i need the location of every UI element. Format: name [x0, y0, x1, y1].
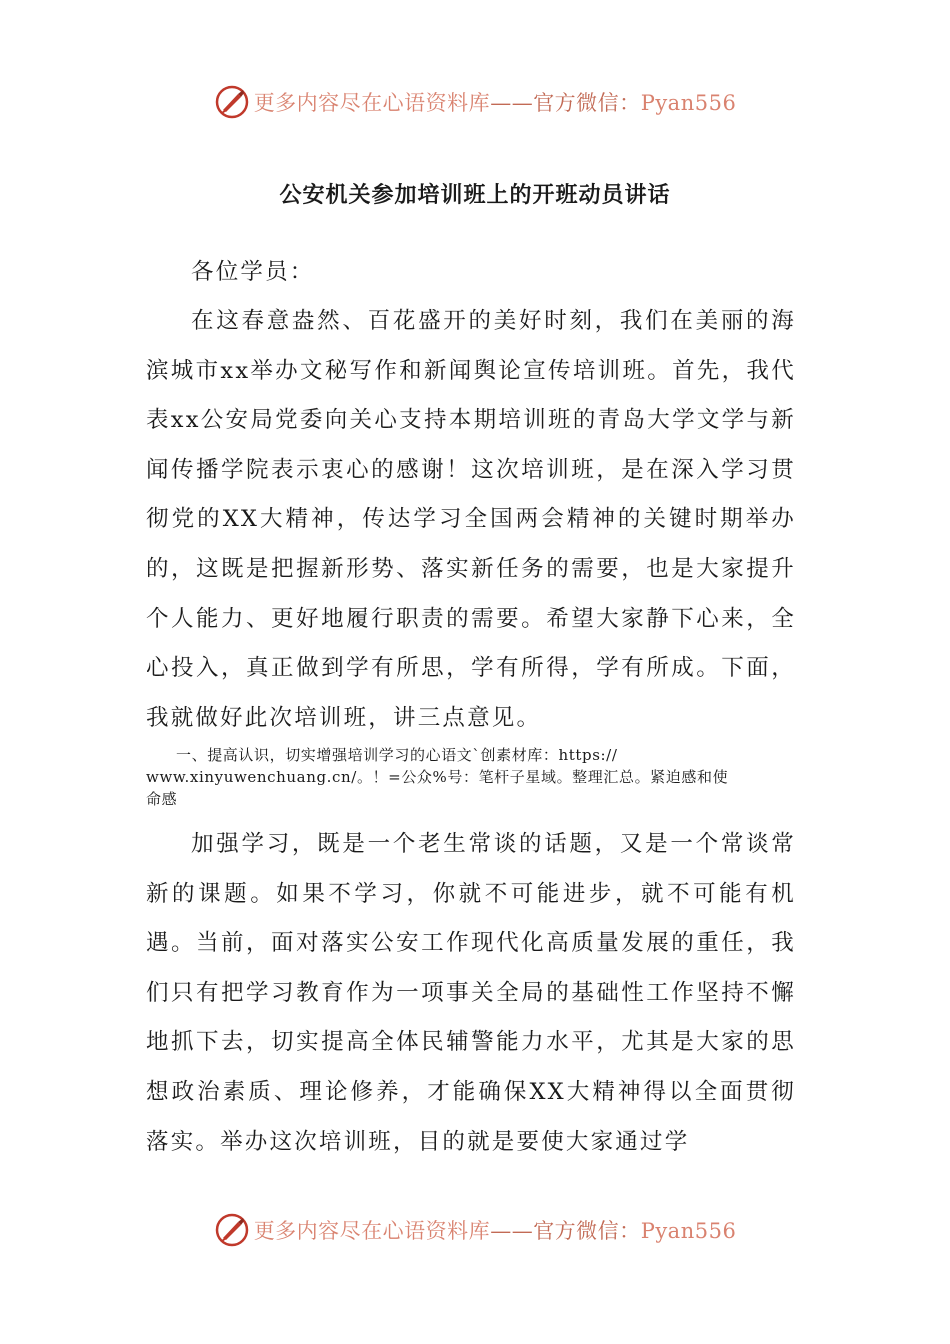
heading-line-2: www.xinyuwenchuang.cn/。！=公众%号：笔杆子星域。整理汇总。紧迫感和使: [146, 768, 729, 786]
banner-separator: ——: [490, 1219, 534, 1243]
paragraph-2-block: [146, 820, 796, 1167]
heading-line-1: 一、提高认识，切实增强培训学习的心语文`创素材库：https://: [176, 746, 618, 764]
salutation: 各位学员：: [191, 259, 315, 285]
banner-separator: ——: [490, 91, 534, 115]
header-banner: [0, 80, 950, 124]
footer-banner: [0, 1208, 950, 1252]
paragraph-1-block: [146, 297, 796, 743]
banner-text: [254, 87, 737, 117]
banner-slogan: 更多内容尽在心语资料库: [253, 1219, 491, 1243]
banner-slogan: 更多内容尽在心语资料库: [253, 91, 491, 115]
banner-wechat-id: Pyan556: [640, 1219, 737, 1243]
paragraph-1: 在这春意盎然、百花盛开的美好时刻，我们在美丽的海滨城市xx举办文秘写作和新闻舆论宣传培训班。首先，我代表xx公安局党委向关心支持本期培训班的青岛大学文学与新闻传播学院表示衷心的感谢！这次培训班，是在深入学习贯彻党的XX大精神，传达学习全国两会精神的关键时期举办的，这既是把握新形势、落实新任务的需要，也是大家提升个人能力、更好地履行职责的需要。希望大家静下心来，全心投入，真正做到学有所思，学有所得，学有所成。下面，我就做好此次培训班，讲三点意见。: [146, 308, 796, 731]
quill-pen-logo-icon: [214, 84, 250, 120]
paragraph-2: 加强学习，既是一个老生常谈的话题，又是一个常谈常新的课题。如果不学习，你就不可能进步，就不可能有机遇。当前，面对落实公安工作现代化高质量发展的重任，我们只有把学习教育作为一项事关全局的基础性工作坚持不懈地抓下去，切实提高全体民辅警能力水平，尤其是大家的思想政治素质、理论修养，才能确保XX大精神得以全面贯彻落实。举办这次培训班，目的就是要使大家通过学: [146, 831, 796, 1155]
heading-line-3: 命感: [146, 790, 178, 808]
quill-pen-logo-icon: [214, 1212, 250, 1248]
banner-wechat-id: Pyan556: [640, 91, 737, 115]
banner-text: [254, 1215, 737, 1245]
banner-wechat-label: 官方微信：: [533, 1219, 641, 1243]
document-title: 公安机关参加培训班上的开班动员讲话: [279, 183, 671, 208]
salutation-block: [146, 248, 796, 298]
banner-wechat-label: 官方微信：: [533, 91, 641, 115]
section-heading-1: [146, 744, 806, 810]
